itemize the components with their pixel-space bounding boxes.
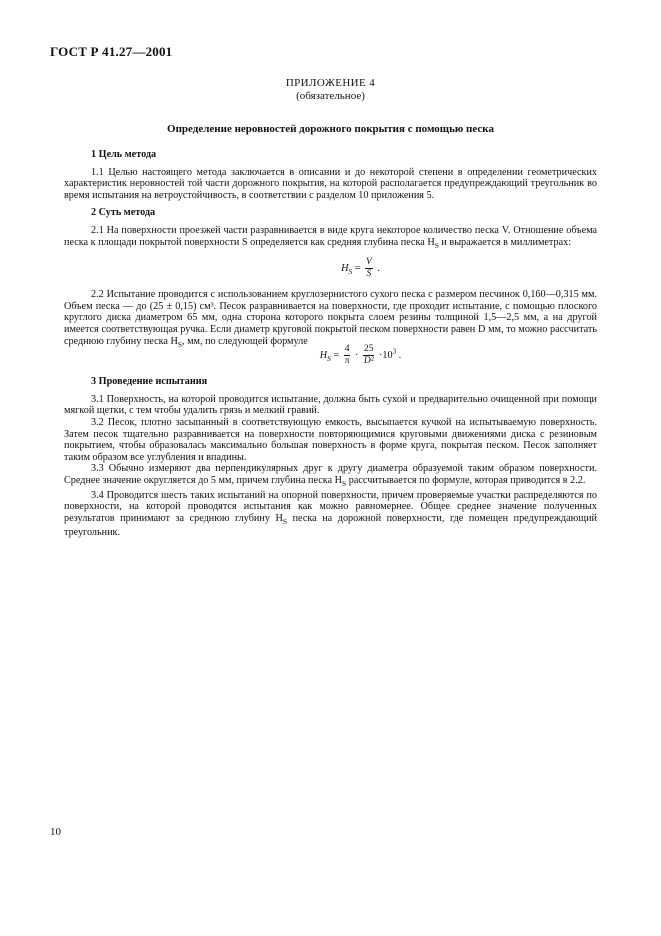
formula-tail: .	[374, 263, 380, 275]
paragraph-3-3-text: 3.3 Обычно измеряют два перпендикулярных друг к другу диаметра образуемой таким образом поверхности. Среднее значение округляется до 5 мм, причем глубина песка H	[64, 463, 597, 486]
fraction-denominator: D²	[363, 356, 374, 367]
paragraph-2-1	[64, 225, 597, 251]
subscript: S	[434, 240, 439, 250]
formula-depth-diameter	[124, 344, 597, 368]
fraction-numerator: V	[366, 257, 372, 268]
paragraph-2-1-text: 2.1 На поверхности проезжей части разравнивается в виде круга некоторое количество песка V. Отношение объема песка к площади покрытой поверхности S определяется как средняя глубина песка H	[64, 224, 597, 248]
paragraph-2-2	[64, 289, 597, 350]
formula-exponent: 3	[392, 347, 397, 356]
formula-lhs-sub: S	[348, 267, 353, 277]
formula-eq: =	[330, 350, 342, 362]
paragraph-3-2: 3.2 Песок, плотно засыпанный в соответствующую емкость, высыпается кучкой на испытываемую поверхность. Затем песок тщательно разравнивается на поверхности повторяющимися круговыми движениями диска с резиновым покрытием, чтобы образовалась максимально большая поверхность в форме круга, покрытая песком. Песок заполняет таким образом все углубления и впадины.	[64, 416, 597, 463]
annex-status: (обязательное)	[296, 90, 365, 102]
fraction	[363, 344, 375, 367]
fraction	[344, 344, 351, 367]
paragraph-2-2-end: , мм, по следующей формуле	[181, 335, 308, 347]
paragraph-3-1: 3.1 Поверхность, на которой проводится испытание, должна быть сухой и предварительно очищенной при помощи мягкой щетки, с тем чтобы удалить грязь и мелкий гравий.	[64, 393, 597, 417]
formula-lhs: H	[319, 350, 328, 362]
paragraph-3-4-end: песка на дорожной поверхности, где помещен предупреждающий треугольник.	[64, 512, 597, 539]
fraction-denominator: S	[366, 269, 372, 280]
paragraph-3-3	[64, 463, 597, 489]
subscript: S	[282, 516, 288, 526]
section-2-heading: 2 Суть метода	[91, 207, 156, 219]
paragraph-3-3-end: рассчитывается по формуле, которая приводится в 2.2.	[346, 474, 586, 486]
annex-label: ПРИЛОЖЕНИЕ 4	[285, 77, 376, 89]
paragraph-2-1-end: и выражается в миллиметрах:	[438, 236, 572, 248]
formula-tail: .	[396, 350, 402, 362]
section-3-heading: 3 Проведение испытания	[91, 376, 208, 388]
formula-eq: =	[352, 263, 364, 275]
section-1-heading: 1 Цель метода	[91, 149, 157, 160]
formula-lhs-sub: S	[327, 354, 331, 364]
fraction-denominator: π	[344, 356, 350, 367]
paragraph-1-1: 1.1 Целью настоящего метода заключается в описании и до некоторой степени в определении геометрических характеристик неровностей той части дорожного покрытия, на которой располагается предупреждающий треугольник во время испытания на ветроустойчивость, в соответствии с разделом 10 приложения 5.	[64, 166, 597, 201]
standard-header: ГОСТ Р 41.27—2001	[50, 44, 173, 59]
document-title: Определение неровностей дорожного покрытия с помощью песка	[167, 123, 494, 135]
document-body	[64, 149, 597, 545]
formula-depth-ratio	[124, 257, 597, 281]
fraction	[365, 257, 373, 280]
page-number: 10	[50, 826, 61, 838]
subscript: S	[177, 339, 182, 349]
paragraph-3-4	[64, 490, 597, 539]
fraction-numerator: 25	[363, 344, 374, 355]
formula-mult: ·10	[376, 350, 393, 362]
subscript: S	[342, 478, 347, 488]
paragraph-2-2-text: 2.2 Испытание проводится с использованием круглозернистого сухого песка с размером песчинок 0,160—0,315 мм. Объем песка — до (25 ± 0,15) см³. Песок разравнивается на поверхности, где проходит испытание, с помощью плоского круглого диска диаметром 65 мм, одна сторона которого покрыта слоем резины толщиной 1,5—2,5 мм, а на другой имеется соответствующая ручка. Если диаметр круговой покрытой песком поверхности равен D мм, то можно рассчитать среднюю глубину песка H	[64, 289, 597, 347]
fraction-numerator: 4	[344, 344, 350, 355]
paragraph-3-4-text: 3.4 Проводится шесть таких испытаний на опорной поверхности, причем проверяемые участки распределяются по поверхности, на которой проводятся испытания как можно равномернее. Общее среднее значение полученных результатов принимают за среднюю глубину H	[64, 489, 597, 524]
formula-lhs: H	[341, 263, 349, 275]
formula-dot: ·	[352, 350, 361, 362]
